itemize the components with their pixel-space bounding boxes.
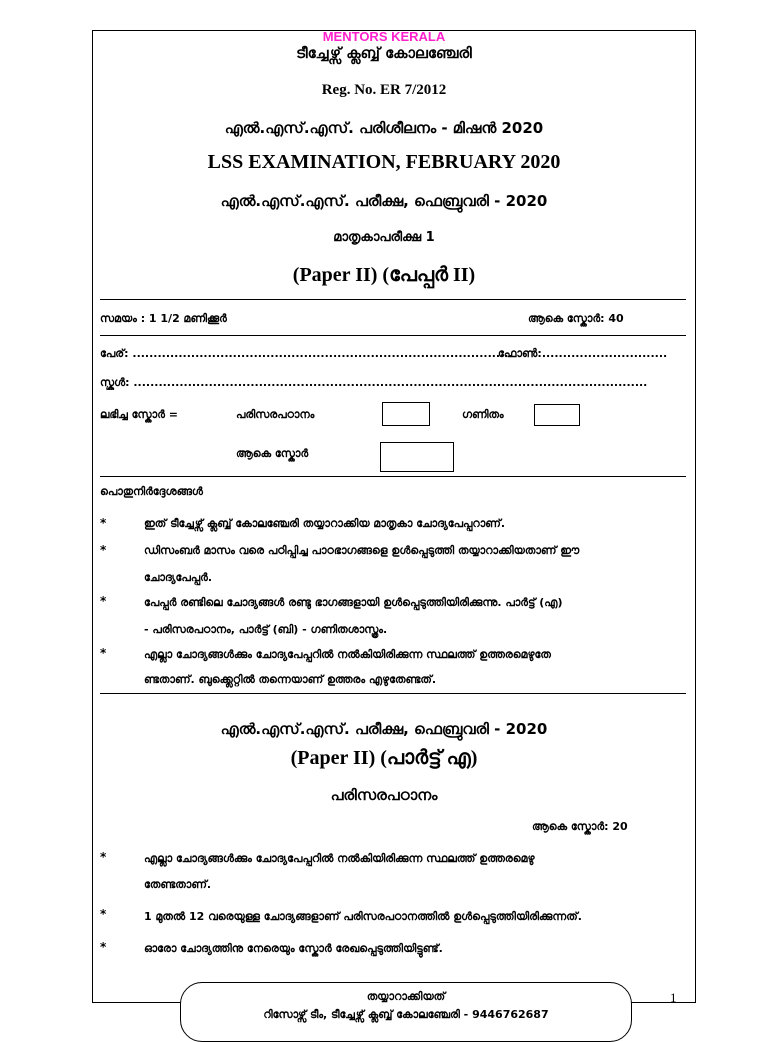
instruction-line: എല്ലാ ചോദ്യങ്ങൾക്കും ചോദ്യപേപ്പറിൽ നൽകിയിരിക്കുന്ന സ്ഥലത്ത് ഉത്തരമെഴുതേ: [144, 648, 551, 661]
instruction-line: - പരിസരപഠാനം, പാർട്ട് (ബി) - ഗണിതശാസ്ത്രം.: [144, 623, 388, 636]
instruction-line: പേപ്പർ രണ്ടിലെ ചോദ്യങ്ങൾ രണ്ടു ഭാഗങ്ങളായി ഉൾപ്പെടുത്തിയിരിക്കുന്നു. പാർട്ട് (എ): [144, 596, 563, 609]
general-instructions-heading: പൊതുനിർദ്ദേശങ്ങൾ: [100, 485, 203, 498]
total-score-box[interactable]: [380, 442, 454, 472]
part-a-paper-label: (Paper II) (പാർട്ട് എ): [290, 747, 478, 769]
instruction-line: 1 മുതൽ 12 വരെയുള്ള ചോദ്യങ്ങളാണ് പരിസരപഠാനത്തിൽ ഉൾപ്പെടുത്തിയിരിക്കുന്നത്.: [144, 910, 582, 923]
prepared-by-label: തയ്യാറാക്കിയത്: [366, 990, 446, 1003]
bullet: *: [100, 594, 107, 608]
bullet: *: [100, 646, 107, 660]
divider: [100, 693, 686, 694]
school-field[interactable]: സ്കൂൾ: ...........................................................................................................................: [100, 376, 648, 389]
bullet: *: [100, 516, 107, 530]
total-score-label: ആകെ സ്കോർ: [236, 447, 309, 460]
math-score-box[interactable]: [534, 404, 580, 426]
bullet: *: [100, 543, 107, 557]
bullet: *: [100, 907, 107, 921]
instruction-line: ചോദ്യപേപ്പർ.: [144, 571, 213, 584]
divider: [100, 476, 686, 477]
model-exam-label: മാതൃകാപരീക്ഷ 1: [333, 230, 435, 245]
instruction-line: ഇത് ടീച്ചേഴ്സ് ക്ലബ്ബ് കോലഞ്ചേരി തയ്യാറാക്കിയ മാതൃകാ ചോദ്യപേപ്പറാണ്.: [144, 517, 506, 530]
instruction-line: ഓരോ ചോദ്യത്തിനു നേരെയും സ്കോർ രേഖപ്പെടുത്തിയിട്ടുണ്ട്.: [144, 942, 443, 955]
exam-title-english: LSS EXAMINATION, FEBRUARY 2020: [207, 151, 561, 173]
bullet: *: [100, 940, 107, 954]
total-score: ആകെ സ്കോർ: 40: [528, 312, 624, 325]
page-number: 1: [670, 990, 677, 1005]
registration-number: Reg. No. ER 7/2012: [321, 82, 447, 98]
exam-title-malayalam: എൽ.എസ്.എസ്. പരീക്ഷ, ഫെബ്രുവരി - 2020: [220, 192, 548, 210]
watermark: MENTORS KERALA: [322, 29, 446, 44]
instruction-line: ഡിസംബർ മാസം വരെ പഠിപ്പിച്ച പാഠഭാഗങ്ങളെ ഉൾപ്പെടുത്തി തയ്യാറാക്കിയതാണ് ഈ: [144, 544, 580, 557]
instruction-line: തേണ്ടതാണ്.: [144, 878, 212, 891]
instruction-line: എല്ലാ ചോദ്യങ്ങൾക്കും ചോദ്യപേപ്പറിൽ നൽകിയിരിക്കുന്ന സ്ഥലത്ത് ഉത്തരമെഴു: [144, 852, 535, 865]
club-name: ടീച്ചേഴ്സ് ക്ലബ്ബ് കോലഞ്ചേരി: [296, 44, 472, 62]
resource-team-credit: റിസോഴ്സ് ടീം, ടീച്ചേഴ്സ് ക്ലബ്ബ് കോലഞ്ചേരി - 9446762687: [263, 1008, 549, 1021]
part-a-total-score: ആകെ സ്കോർ: 20: [532, 820, 628, 833]
math-score-label: ഗണിതം: [462, 408, 504, 421]
mission-title: എൽ.എസ്.എസ്. പരിശീലനം - മിഷൻ 2020: [224, 119, 544, 137]
evs-score-box[interactable]: [382, 402, 430, 426]
name-field[interactable]: പേര്: ...........................................................................................: [100, 347, 513, 360]
divider: [100, 335, 686, 336]
bullet: *: [100, 850, 107, 864]
score-label: ലഭിച്ച സ്കോർ =: [100, 408, 178, 421]
part-a-exam-title: എൽ.എസ്.എസ്. പരീക്ഷ, ഫെബ്രുവരി - 2020: [220, 720, 548, 738]
instruction-line: ണ്ടതാണ്. ബുക്ക്ലെറ്റിൽ തന്നെയാണ് ഉത്തരം എഴുതേണ്ടത്.: [144, 673, 437, 686]
time-allowed: സമയം : 1 1/2 മണിക്കൂർ: [100, 312, 227, 325]
evs-score-label: പരിസരപഠാനം: [236, 408, 315, 421]
divider: [100, 299, 686, 300]
paper-label: (Paper II) (പേപ്പർ II): [292, 264, 476, 286]
phone-field[interactable]: ഫോൺ:..............................: [498, 347, 668, 360]
part-a-subject: പരിസരപഠാനം: [330, 786, 438, 804]
